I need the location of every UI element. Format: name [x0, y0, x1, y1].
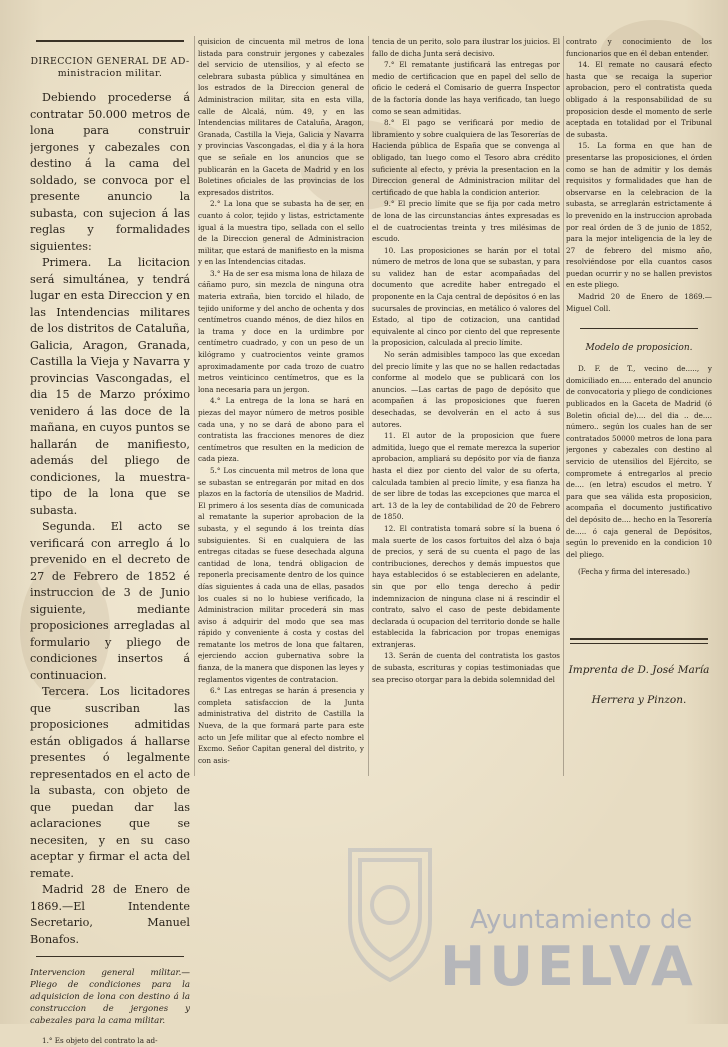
imprenta-rule-2	[570, 643, 708, 644]
column-4	[566, 36, 712, 712]
article-13-cont: contrato y conocimiento de los funcionarios que en él deban entender.	[566, 37, 712, 58]
divider	[36, 956, 184, 957]
firma-note: (Fecha y firma del interesado.)	[578, 567, 690, 577]
heading-line-2: ministracion militar.	[57, 68, 163, 79]
article-9: 9.° El precio límite que se fija por cada metro de lona de las circunstancias ántes expresadas es el de cuatrocientas treinta y tres milésimas de escudo.	[372, 199, 560, 244]
article-13: 13. Serán de cuenta del contratista los gastos de subasta, escrituras y copias testimoniadas que sea preciso otorgar para la debida solemnidad del	[372, 651, 560, 684]
rule-tercera: Tercera. Los licitadores que suscriban las proposiciones admitidas están obligados á hallarse presentes ó legalmente representados en el acto de la subasta, con objeto de que puedan dar las aclaraciones que se necesiten, y en su caso aceptar y firmar el acta del remate.	[30, 685, 190, 880]
imprenta-line-1: Imprenta de D. José María	[568, 663, 710, 676]
column-separator	[194, 36, 195, 776]
rule-primera: Primera. La licitacion será simultánea, y tendrá lugar en esta Direccion y en las Intendencias militares de los distritos de Cataluña, Galicia, Aragon, Granada, Castilla la Vieja y Navarra y provincias Vascongadas, el dia 15 de Marzo próximo venidero á las doce de la mañana, en cuyos puntos se hallarán de manifiesto, además del pliego de condiciones, la muestra-tipo de la lona que se subasta.	[30, 256, 190, 517]
watermark-line-1: Ayuntamiento de	[470, 905, 693, 935]
article-5: 5.° Los cincuenta mil metros de lona que se subastan se entregarán por mitad en dos plazos en la factoría de utensilios de Madrid. El primero á los sesenta días de comunicada al rematante la superior aprobacion de la subasta, y el segundo á los treinta días subsiguientes. Si en cualquiera de las entregas citadas se fuese desechada alguna cantidad de lona, tendrá obligacion de reponerla precisamente dentro de los quince días siguientes á cada una de ellas, pasados los cuales si no lo hubiese verificado, la Administracion militar procederá sin mas aviso á adquirir del modo que sea mas rápido y conveniente á costa y costas del rematante los metros de lona que faltaren, ejerciendo accion gubernativa sobre la fianza, de la manera que disponen las leyes y reglamentos vigentes de contratacion.	[198, 465, 364, 684]
article-2: 2.° La lona que se subasta ha de ser, en cuanto á color, tejido y listas, estrictamente igual á la muestra tipo, sellada con el sello de la Direccion general de Administracion militar, que estará de manifiesto en la misma y en las Intendencias citadas.	[198, 199, 364, 267]
modelo-title: Modelo de proposicion.	[585, 343, 693, 354]
signature-date-2: Madrid 20 de Enero de 1869.—Miguel Coll.	[566, 292, 712, 313]
article-6: 6.° Las entregas se harán á presencia y completa satisfaccion de la Junta administrativa del distrito de Castilla la Nueva, de la que formará parte para este acto un Jefe militar que al efecto nombre el Excmo. Señor Capitan general del distrito, y con asis-	[198, 686, 364, 765]
column-separator	[563, 36, 564, 776]
article-10-note: No serán admisibles tampoco las que excedan del precio límite y las que no se hallen redactadas conforme al modelo que se publicará con los anuncios. —Las cartas de pago de depósito que acompañen á las proposiciones que fueren desechadas, se devolverán en el acto á sus autores.	[372, 350, 560, 429]
pliego-subheading: Intervencion general militar.— Pliego de condiciones para la adquisicion de lona con destino á la construccion de jergones y cabezales para la cama militar.	[30, 968, 190, 1026]
article-6-cont: tencia de un perito, solo para ilustrar los juicios. El fallo de dicha Junta será decisivo.	[372, 37, 560, 58]
rule-segunda: Segunda. El acto se verificará con arreglo á lo prevenido en el decreto de 27 de Febrero de 1852 é instruccion de 3 de Junio siguiente, mediante proposiciones arregladas al formulario y pliego de condiciones insertos á continuacion.	[30, 520, 190, 682]
imprenta-line-2: Herrera y Pinzon.	[591, 693, 687, 706]
column-3	[372, 36, 560, 685]
article-4: 4.° La entrega de la lona se hará en piezas del mayor número de metros posible cada una, y no se dará de abono para el contratista las fracciones menores de diez centímetros que resulten en la medicion de cada pieza.	[198, 396, 364, 464]
section-heading	[30, 56, 190, 80]
modelo-text: D. F. de T., vecino de....., y domiciliado en..... enterado del anuncio de convocatoria y pliego de condiciones publicados en la Gaceta de Madrid (ó Boletin oficial de).... del dia .. de.... número.. según los cuales han de ser contratados 50000 metros de lona para jergones y cabezales con destino al servicio de utensilios del Ejército, se compromete á entregarlos al precio de.... (en letra) escudos el metro. Y para que sea válida esta proposicion, acompaña el documento justificativo del depósito de.... hecho en la Tesorería de..... ó caja general de Depósitos, según lo prevenido en la condicion 10 del pliego.	[566, 364, 712, 559]
divider	[580, 328, 698, 329]
top-rule	[36, 40, 184, 42]
article-1-start: 1.° Es objeto del contrato la ad-	[42, 1036, 158, 1045]
signature-date: Madrid 28 de Enero de 1869.—El Intendente Secretario, Manuel Bonafos.	[30, 883, 190, 946]
announcement-intro: Debiendo procederse á contratar 50.000 metros de lona para construir jergones y cabezales con destino á la cama del soldado, se convoca por el presente anuncio la subasta, con sujecion á las reglas y formalidades siguientes:	[30, 91, 190, 253]
heading-line-1: DIRECCION GENERAL DE AD-	[30, 56, 190, 67]
article-12: 12. El contratista tomará sobre sí la buena ó mala suerte de los casos fortuitos del alza ó baja de precios, y será de su cuenta el pago de las contribuciones, derechos y demás impuestos que haya establecidos ó se establecieren en adelante, sin que por ello tenga derecho á pedir indemnizacion de ninguna clase ni á rescindir el contrato, salvo el caso de peste debidamente declarada ú ocupacion del territorio donde se halle establecida la fabricacion por tropas enemigas extranjeras.	[372, 523, 560, 649]
watermark-line-2: HUELVA	[440, 935, 697, 998]
article-8: 8.° El pago se verificará por medio de libramiento y sobre cualquiera de las Tesorerías de Hacienda pública de España que se convenga al obligado, tan luego como el Tesoro abra crédito suficiente al efecto, y prévia la presentacion en la Direccion general de Administracion militar del certificado de que habla la condicion anterior.	[372, 118, 560, 197]
imprenta-rule	[570, 638, 708, 640]
column-1	[30, 36, 190, 1047]
article-3: 3.° Ha de ser esa misma lona de hilaza de cáñamo puro, sin mezcla de ninguna otra materia extraña, bien torcido el hilado, de tejido uniforme y del ancho de ochenta y dos centímetros cuando ménos, de diez hilos en la trama y doce en la urdimbre por centímetro cuadrado, y con un peso de un kilógramo y cuatrocientos veinte gramos aproximadamente por cada trozo de cuatro metros veinticinco centímetros, que es la lona necesaria para un jergon.	[198, 268, 364, 394]
article-14: 14. El remate no causará efecto hasta que se recaiga la superior aprobacion, pero el contratista queda obligado á la responsabilidad de su proposicion desde el momento de serle aceptada en totalidad por el Tribunal de subasta.	[566, 60, 712, 139]
column-2	[198, 36, 364, 766]
article-10: 10. Las proposiciones se harán por el total número de metros de lona que se subastan, y para su validez han de estar acompañadas del documento que acredite haber entregado el proponente en la Caja central de depósitos ó en las sucursales de provincias, en metálico ó valores del Estado, al tipo de cotizacion, una cantidad equivalente al cinco por ciento del que represente la proposicion, calculada al precio límite.	[372, 245, 560, 348]
article-11: 11. El autor de la proposicion que fuere admitida, luego que el remate merezca la superior aprobacion, ampliará su depósito por vía de fianza hasta el diez por ciento del valor de su oferta, calculada tambien al precio límite, y esa fianza ha de ser libre de todas las excepciones que marca el art. 13 de la ley de contabilidad de 20 de Febrero de 1850.	[372, 431, 560, 522]
article-7: 7.° El rematante justificará las entregas por medio de certificacion que en papel del sello de oficio le cederá el Comisario de guerra Inspector de la factoría donde las haya verificado, tan luego como se sean admitidas.	[372, 60, 560, 116]
article-1-cont: quisicion de cincuenta mil metros de lona listada para construir jergones y cabezales del servicio de utensilios, y al efecto se celebrara subasta pública y simultánea en los estrados de la Direccion general de Administracion militar, sita en esta villa, calle de Alcalá, núm. 49, y en las Intendencias militares de Cataluña, Aragon, Granada, Castilla la Vieja, Galicia y Navarra y provincias Vascongadas, el dia y á la hora que se señale en los anuncios que se publicarán en la Gaceta de Madrid y en los Boletines oficiales de las provincias de los expresados distritos.	[198, 37, 364, 197]
column-separator	[368, 36, 369, 776]
article-15: 15. La forma en que han de presentarse las proposiciones, el órden como se han de admitir y los demás requisitos y formalidades que han de observarse en la celebracion de la subasta, se arreglarán estrictamente á lo prevenido en la instruccion aprobada por real órden de 3 de junio de 1852, para la mejor inteligencia de la ley de 27 de febrero del mismo año, resolviéndose por ella cuantos casos puedan ocurrir y no se hallen previstos en este pliego.	[566, 141, 712, 290]
